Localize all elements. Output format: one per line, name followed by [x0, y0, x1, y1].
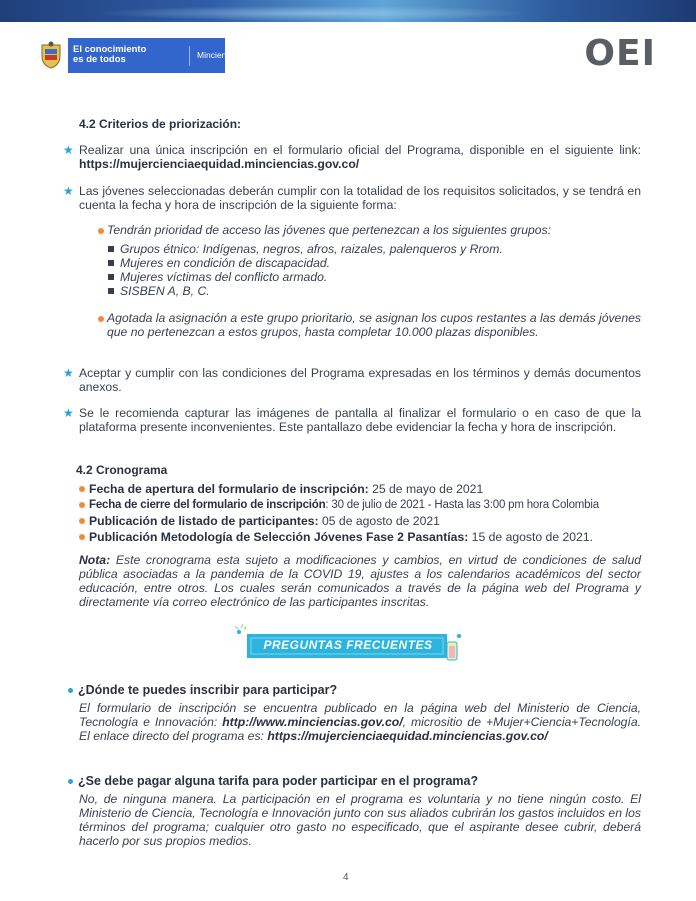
top-decorative-band [0, 0, 696, 22]
orange-bullet-icon [98, 228, 104, 234]
orange-bullet-icon [79, 502, 85, 508]
orange-bullet-icon [79, 518, 85, 524]
remaining-allocation: Agotada la asignación a este grupo prioritario, se asignan los cupos restantes a las demás jóvenes que no pertenezcan a estos grupos, hasta completar 10.000 plazas disponibles. [107, 311, 641, 339]
blue-bullet-icon [68, 688, 73, 693]
square-bullet-icon [108, 246, 114, 252]
orange-bullet-icon [98, 316, 104, 322]
priority-groups-intro: Tendrán prioridad de acceso las jóvenes que pertenezcan a los siguientes grupos: [107, 223, 552, 237]
registration-link[interactable]: https://mujercienciaequidad.minciencias.gov.co/ [79, 157, 360, 171]
schedule-row: Fecha de cierre del formulario de inscripción: 30 de julio de 2021 - Hasta las 3:00 pm hora Colombia [89, 499, 599, 511]
faq-banner: PREGUNTAS FRECUENTES [233, 624, 465, 667]
schedule-row: Publicación Metodología de Selección Jóvenes Fase 2 Pasantías: 15 de agosto de 2021. [89, 530, 593, 544]
square-bullet-icon [108, 260, 114, 266]
criterion-1: Realizar una única inscripción en el formulario oficial del Programa, disponible en el siguiente link: https://mujercienciaequidad.minciencias.gov.co/ [79, 143, 641, 171]
coat-of-arms-icon [34, 38, 68, 73]
star-bullet-icon: ★ [63, 184, 74, 198]
oei-logo: OEI [584, 33, 656, 74]
square-bullet-icon [108, 288, 114, 294]
logo-divider [189, 46, 190, 66]
schedule-row: Publicación de listado de participantes: 05 de agosto de 2021 [89, 514, 440, 528]
criterion-2: Las jóvenes seleccionadas deberán cumplir con la totalidad de los requisitos solicitados, y se tendrá en cuenta la fecha y hora de inscripción de la siguiente forma: [79, 184, 641, 212]
logo-slogan: El conocimiento es de todos [73, 44, 147, 65]
orange-bullet-icon [79, 534, 85, 540]
faq-answer: El formulario de inscripción se encuentra publicado en la página web del Ministerio de Ciencia, Tecnología e Innovación: http://www.minciencias.gov.co/, micrositio de +Mujer+Ciencia+Tecnología. El enlace directo del programa es: https://mujercienciaequidad.minciencias.gov.co/ [79, 701, 641, 743]
square-bullet-icon [108, 274, 114, 280]
page-number: 4 [343, 872, 349, 883]
section-title-criterios: 4.2 Criterios de priorización: [79, 117, 242, 131]
schedule-note: Nota: Este cronograma esta sujeto a modificaciones y cambios, en virtud de condiciones de salud pública asociadas a la pandemia de la COVID 19, ajustes a los calendarios académicos del sector educación, entre otros. Los cuales serán comunicados a través de la página web del Programa y directamente vía correo electrónico de las participantes inscritas. [79, 553, 641, 609]
group-item: Grupos étnico: Indígenas, negros, afros, raizales, palenqueros y Rrom. [120, 242, 503, 256]
faq-answer: No, de ninguna manera. La participación en el programa es voluntaria y no tiene ningún costo. El Ministerio de Ciencia, Tecnología e Innovación junto con sus aliados cubrirán los gastos incluidos en los términos del programa; cualquier otro gasto no especificado, que el aspirante desee cubrir, deberá hacerlo por sus propios medios. [79, 792, 641, 848]
orange-bullet-icon [79, 486, 85, 492]
faq-question: ¿Se debe pagar alguna tarifa para poder participar en el programa? [78, 774, 479, 788]
group-item: SISBEN A, B, C. [120, 284, 210, 298]
star-bullet-icon: ★ [63, 143, 74, 157]
section-title-cronograma: 4.2 Cronograma [76, 463, 168, 477]
minciencias-link[interactable]: http://www.minciencias.gov.co/ [222, 715, 403, 729]
criterion-3: Aceptar y cumplir con las condiciones del Programa expresadas en los términos y demás documentos anexos. [79, 366, 641, 394]
criterion-4: Se le recomienda capturar las imágenes de pantalla al finalizar el formulario o en caso de que la plataforma presente inconvenientes. Este pantallazo debe evidenciar la fecha y hora de inscripción. [79, 406, 641, 434]
program-link[interactable]: https://mujercienciaequidad.minciencias.gov.co/ [267, 729, 548, 743]
group-item: Mujeres víctimas del conflicto armado. [120, 270, 328, 284]
ministry-name: Minciencias [197, 50, 242, 60]
star-bullet-icon: ★ [63, 366, 74, 380]
schedule-row: Fecha de apertura del formulario de inscripción: 25 de mayo de 2021 [89, 482, 484, 496]
star-bullet-icon: ★ [63, 406, 74, 420]
blue-bullet-icon [68, 779, 73, 784]
group-item: Mujeres en condición de discapacidad. [120, 256, 331, 270]
government-logo [34, 38, 242, 73]
faq-question: ¿Dónde te puedes inscribir para participar? [78, 683, 338, 697]
